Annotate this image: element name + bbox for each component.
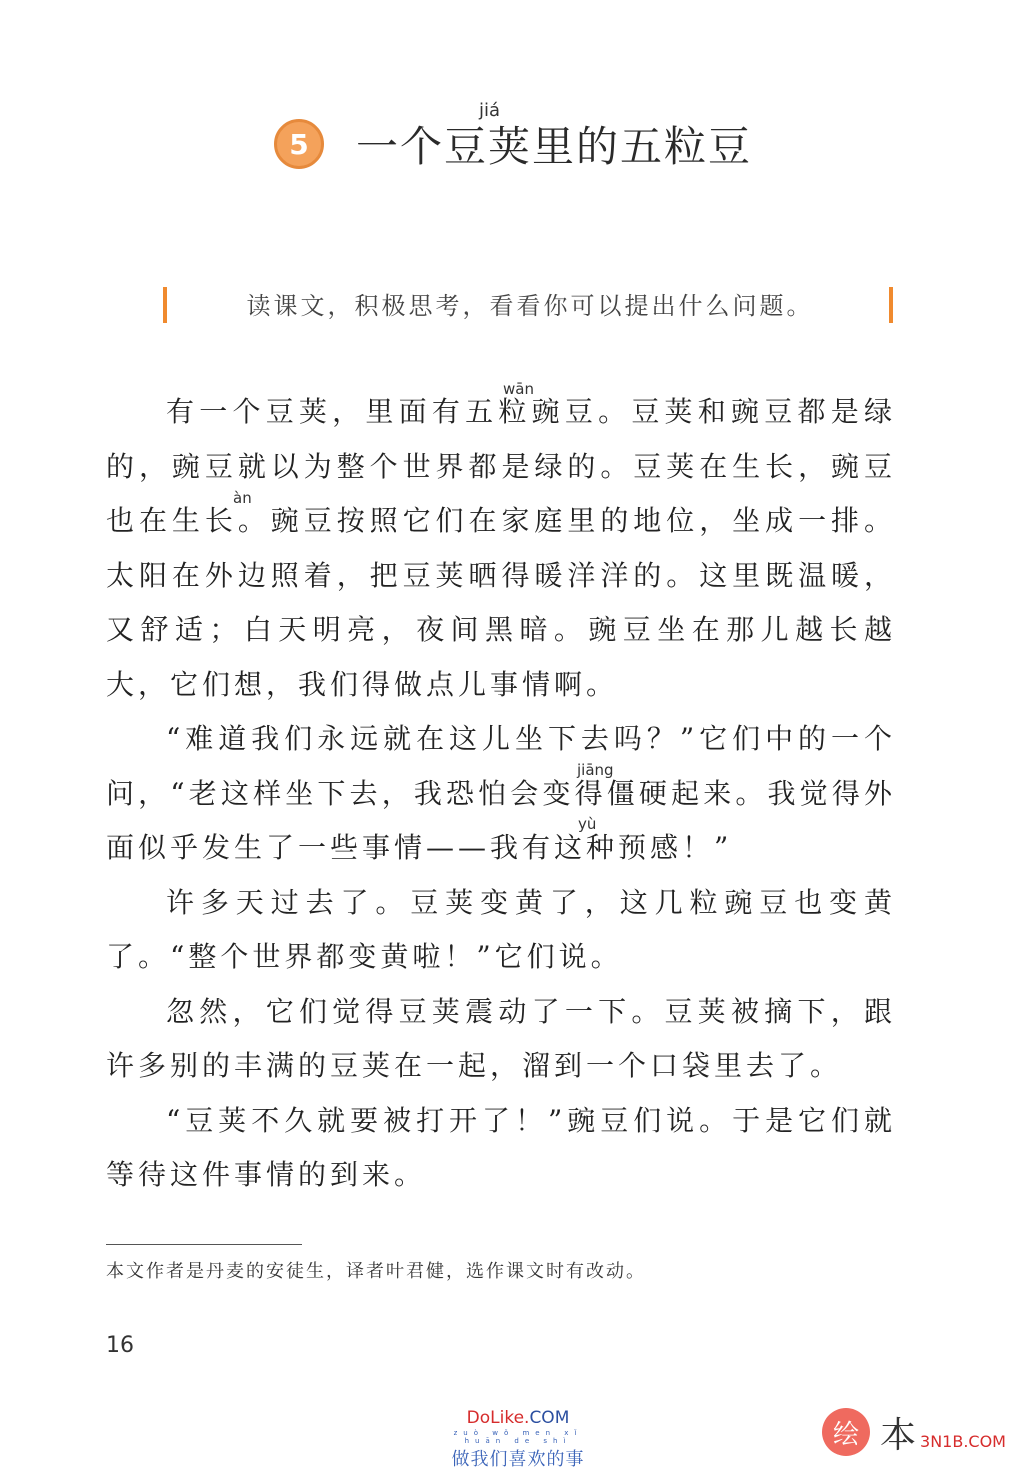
footnote: 本文作者是丹麦的安徒生，译者叶君健，选作课文时有改动。 [106,1261,646,1282]
paragraph: 忽然，它们觉得豆荚震动了一下。豆荚被摘下，跟许多别的丰满的豆荚在一起，溜到一个口袋里去了。 [106,994,896,1082]
reading-prompt: 读课文，积极思考，看看你可以提出什么问题。 [246,292,814,320]
watermark-pinyin: zuò wǒ men xǐ huān de shì [453,1429,583,1445]
pinyin-yu: yù [578,815,597,833]
paragraph: “豆荚不久就要被打开了！”豌豆们说。于是它们就等待这件事情的到来。 [106,1103,896,1191]
pinyin-jiang: jiāng [577,761,614,779]
watermark-site-3n1b: 3N1B.COM [920,1431,1006,1451]
pinyin-an: àn [233,489,252,507]
page-number: 16 [106,1333,134,1358]
watermark-dolike [438,1408,598,1471]
paragraph: 有一个豆荚，里面有五粒豌豆。豆荚和豌豆都是绿的，豌豆就以为整个世界都是绿的。豆荚在生长，豌豆也在生长。豌豆按照它们在家庭里的地位，坐成一排。太阳在外边照着，把豆荚晒得暖洋洋的。这里既温暖，又舒适；白天明亮，夜间黑暗。豌豆坐在那儿越长越大，它们想，我们得做点儿事情啊。 [106,395,896,701]
watermark-3n1b [822,1408,1006,1456]
paragraph: “难道我们永远就在这儿坐下去吗？”它们中的一个问，“老这样坐下去，我恐怕会变得僵硬起来。我觉得外面似乎发生了一些事情——我有这种预感！” [106,722,896,864]
watermark-logo-circle: 绘 [822,1408,870,1456]
pinyin-wan: wān [503,380,534,398]
prompt-bar-left [163,287,167,323]
watermark-logo-char: 本 [880,1414,917,1456]
watermark-site-main: DoLike. [466,1408,530,1428]
title-pinyin: jiá [479,100,501,121]
paragraph: 许多天过去了。豆荚变黄了，这几粒豌豆也变黄了。“整个世界都变黄啦！”它们说。 [106,885,896,973]
lesson-header [274,104,752,184]
watermark-slogan: 做我们喜欢的事 [451,1449,585,1470]
watermark-site [438,1408,598,1428]
lesson-body [106,385,896,1203]
prompt-bar-right [889,287,893,323]
watermark-site-com: COM [529,1408,570,1428]
footnote-divider [106,1244,302,1245]
lesson-number-badge: 5 [274,119,324,169]
lesson-title: 一个豆荚里的五粒豆 [356,122,753,171]
